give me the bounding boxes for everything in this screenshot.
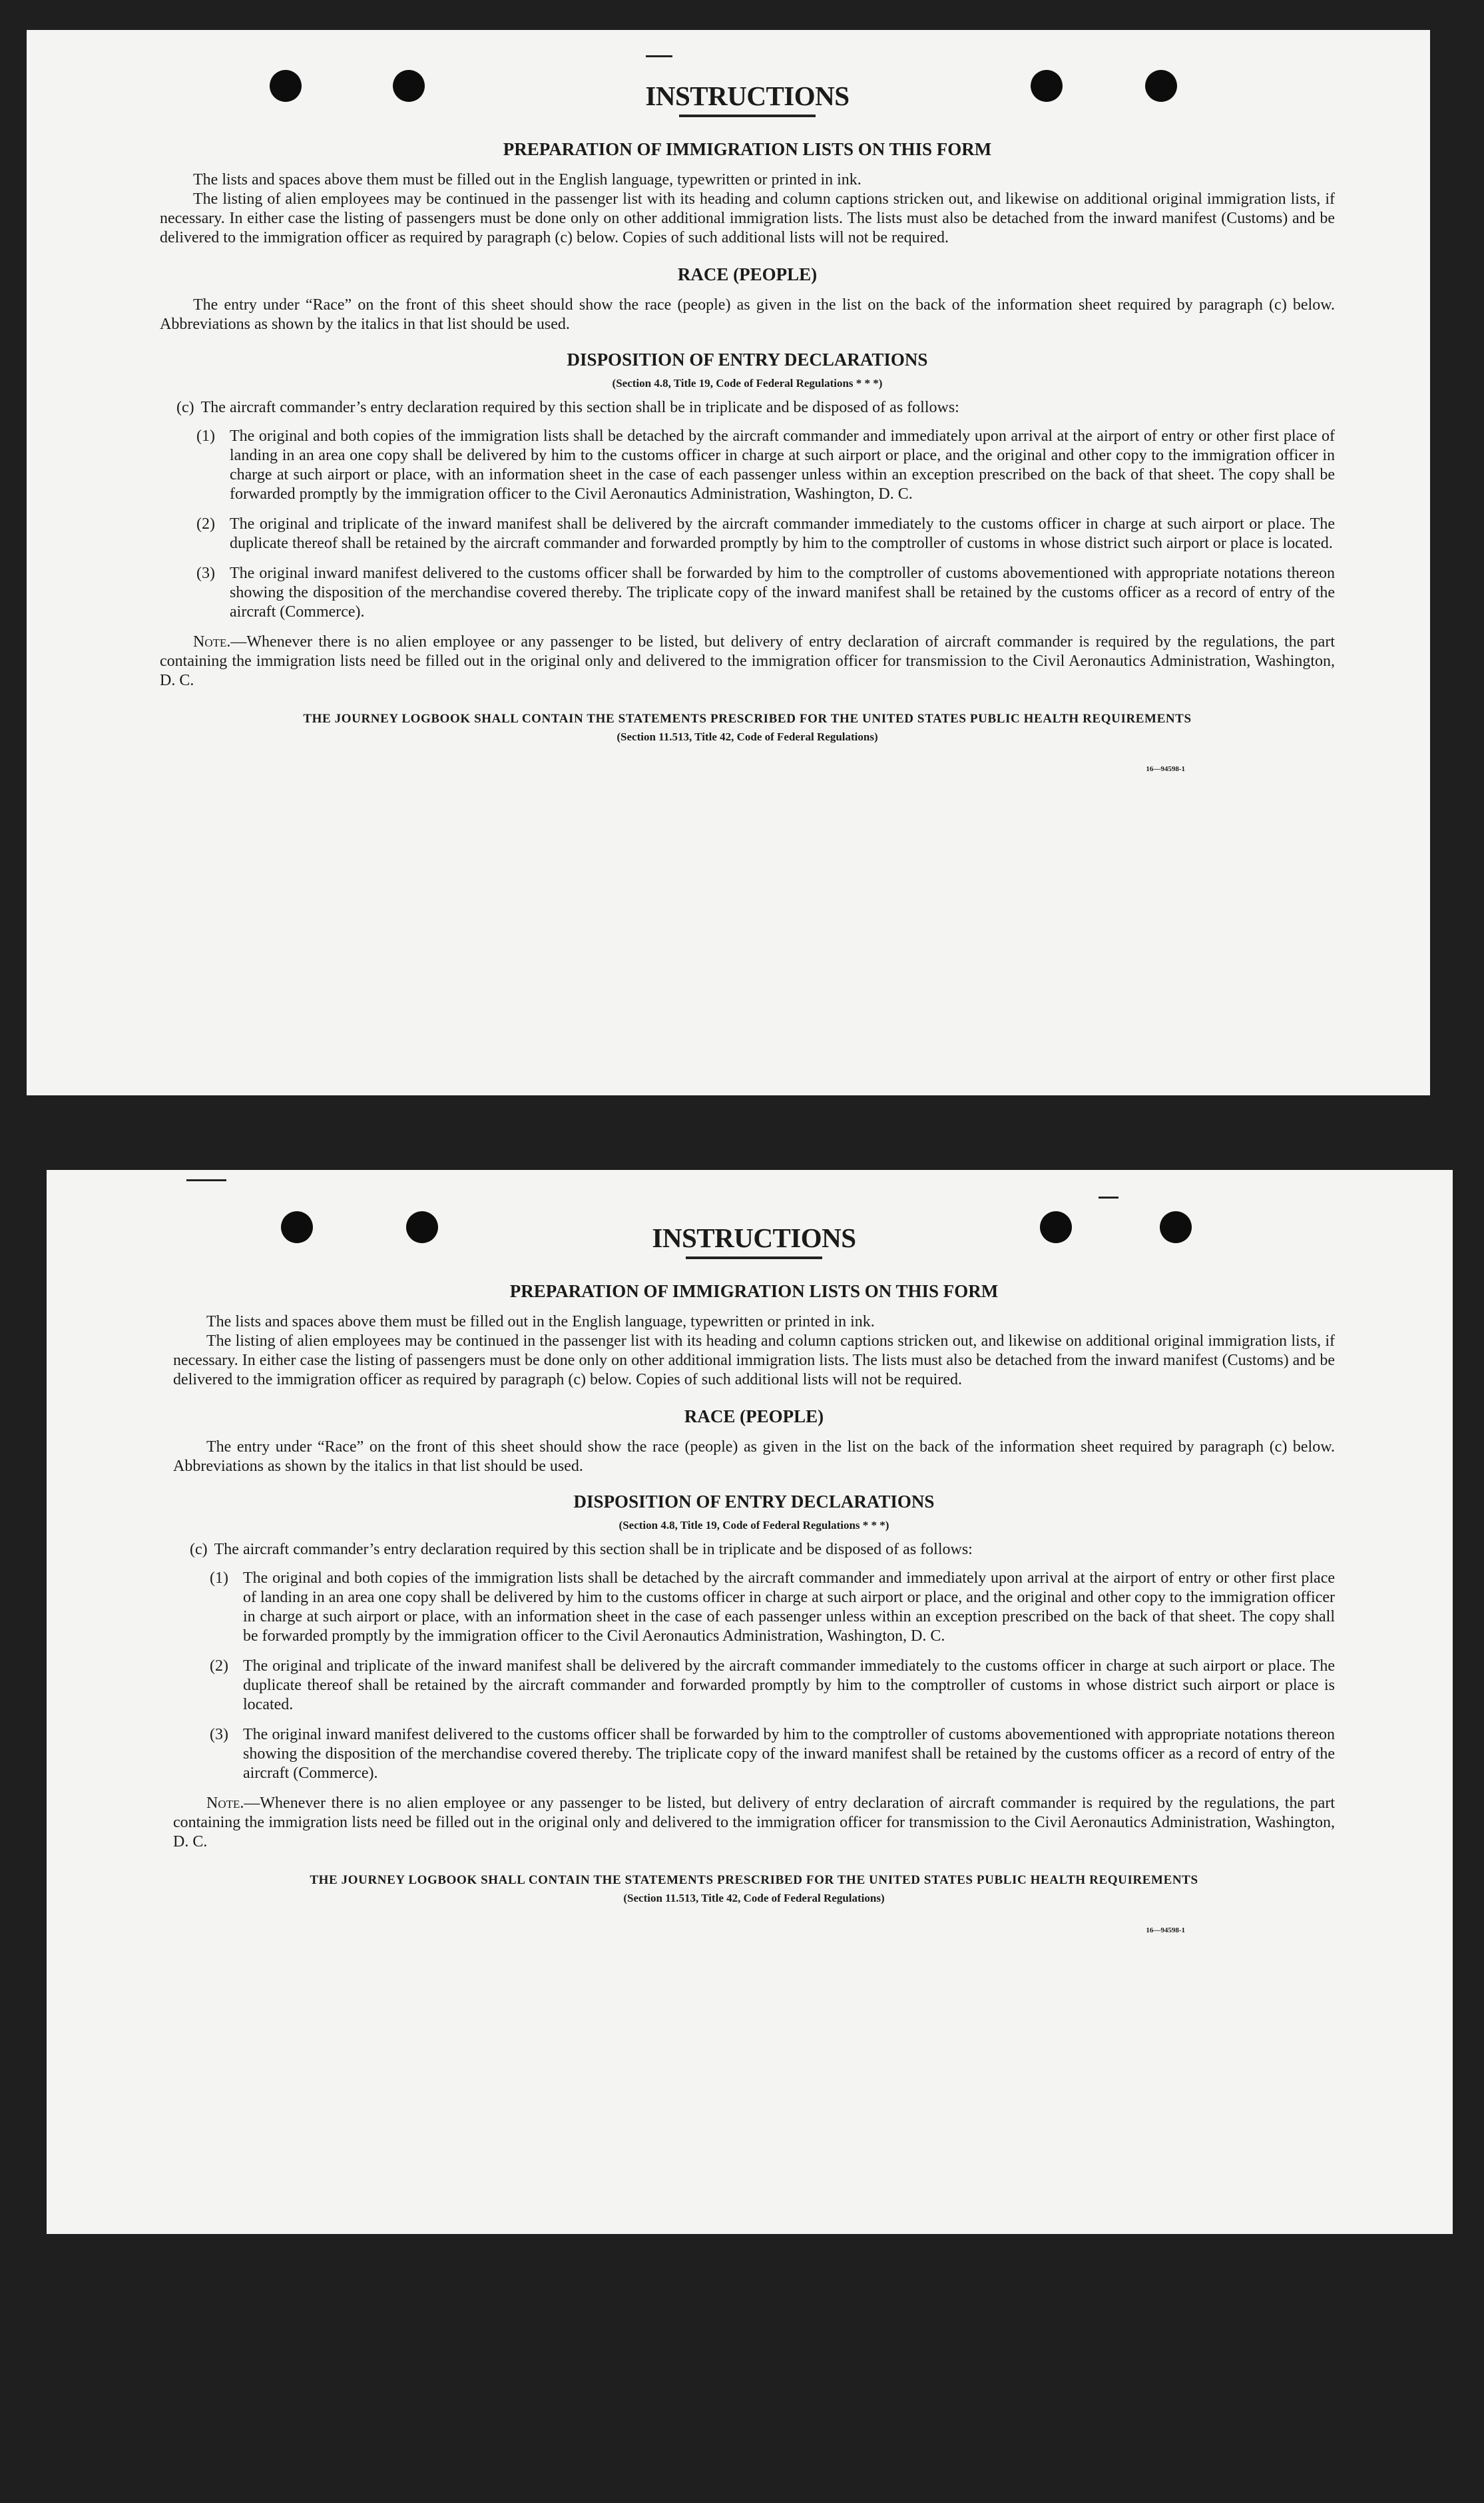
- note-label: Note.: [206, 1795, 244, 1812]
- scan-mark: [646, 55, 672, 57]
- page-title: INSTRUCTIONS: [652, 1223, 856, 1253]
- list-item: [160, 427, 1335, 504]
- item-number: (1): [196, 427, 215, 445]
- page-title: INSTRUCTIONS: [645, 81, 850, 111]
- form-number: 16—94598-1: [1146, 765, 1185, 773]
- note-paragraph: [173, 1794, 1335, 1852]
- list-item: [173, 1569, 1335, 1646]
- paragraph-c: [173, 1540, 1335, 1559]
- paragraph-alien-employees: The listing of alien employees may be continued in the passenger list with its heading and column captions stricken out, and likewise on additional original immigration lists, if necessary. In either case the listing of passengers must be done only on other additional immigration lists. The lists must also be detached from the inward manifest (Customs) and be delivered to the immigration officer as required by paragraph (c) below. Copies of such additional lists will not be required.: [160, 190, 1335, 246]
- item-number: (3): [196, 565, 215, 582]
- paragraph-c-label: (c): [176, 399, 194, 416]
- section-heading-disposition: DISPOSITION OF ENTRY DECLARATIONS: [567, 350, 928, 370]
- item-text: The original and triplicate of the inward manifest shall be delivered by the aircraft commander immediately to the customs officer in charge at such airport or place. The duplicate thereof shall be retained by the aircraft commander and forwarded promptly by him to the comptroller of customs in whose district such airport or place is located.: [230, 515, 1335, 552]
- item-text: The original inward manifest delivered to the customs officer shall be forwarded by him to the comptroller of customs abovementioned with appropriate notations thereon showing the disposition of the merchandise covered thereby. The triplicate copy of the inward manifest shall be retained by the customs officer as a record of entry of the aircraft (Commerce).: [243, 1726, 1335, 1782]
- section-heading-race: RACE (PEOPLE): [677, 264, 818, 284]
- section-heading-race: RACE (PEOPLE): [684, 1406, 824, 1426]
- paragraph-c-label: (c): [190, 1541, 208, 1558]
- list-item: [173, 1725, 1335, 1783]
- paragraph-race: The entry under “Race” on the front of this sheet should show the race (people) as given in the list on the back of the information sheet required by paragraph (c) below. Abbreviations as shown by the italics in that list should be used.: [173, 1438, 1335, 1475]
- item-number: (2): [196, 515, 215, 533]
- document-page-2: [47, 1170, 1453, 2234]
- item-text: The original inward manifest delivered to the customs officer shall be forwarded by him to the comptroller of customs abovementioned with appropriate notations thereon showing the disposition of the merchandise covered thereby. The triplicate copy of the inward manifest shall be retained by the customs officer as a record of entry of the aircraft (Commerce).: [230, 565, 1335, 621]
- section-heading-preparation: PREPARATION OF IMMIGRATION LISTS ON THIS FORM: [509, 1281, 999, 1301]
- journey-logbook-statement: THE JOURNEY LOGBOOK SHALL CONTAIN THE STATEMENTS PRESCRIBED FOR THE UNITED STATES PUBLIC HEALTH REQUIREMENTS: [303, 712, 1192, 726]
- note-text: —Whenever there is no alien employee or any passenger to be listed, but delivery of entry declaration of aircraft commander is required by the regulations, the part containing the immigration lists need be filled out in the original only and delivered to the immigration officer for transmission to the Civil Aeronautics Administration, Washington, D. C.: [160, 633, 1335, 689]
- form-number: 16—94598-1: [1146, 1926, 1185, 1934]
- item-text: The original and both copies of the immigration lists shall be detached by the aircraft commander and immediately upon arrival at the airport of entry or other first place of landing in an area one copy shall be delivered by him to the customs officer in charge at such airport or place, and the original and other copy to the immigration officer in charge at such airport or place, with an information sheet in the case of each passenger unless within an exception prescribed on the back of that sheet. The copy shall be forwarded promptly by the immigration officer to the Civil Aeronautics Administration, Washington, D. C.: [230, 427, 1335, 503]
- item-number: (1): [210, 1569, 228, 1587]
- scan-mark: [1099, 1197, 1118, 1199]
- title-underline: [679, 115, 816, 117]
- paragraph-c-text: The aircraft commander’s entry declaration required by this section shall be in triplicate and be disposed of as follows:: [214, 1541, 973, 1558]
- paragraph-c-text: The aircraft commander’s entry declaration required by this section shall be in triplicate and be disposed of as follows:: [200, 399, 959, 416]
- note-paragraph: [160, 633, 1335, 691]
- list-item: [160, 564, 1335, 622]
- section-heading-disposition: DISPOSITION OF ENTRY DECLARATIONS: [573, 1492, 935, 1512]
- section-citation: (Section 4.8, Title 19, Code of Federal Regulations * * *): [612, 377, 883, 390]
- document-page-1: [27, 30, 1430, 1095]
- list-item: [160, 515, 1335, 553]
- item-number: (3): [210, 1726, 228, 1743]
- title-underline: [686, 1256, 822, 1259]
- public-health-citation: (Section 11.513, Title 42, Code of Federal Regulations): [617, 730, 878, 743]
- paragraph-alien-employees: The listing of alien employees may be continued in the passenger list with its heading and column captions stricken out, and likewise on additional original immigration lists, if necessary. In either case the listing of passengers must be done only on other additional immigration lists. The lists must also be detached from the inward manifest (Customs) and be delivered to the immigration officer as required by paragraph (c) below. Copies of such additional lists will not be required.: [173, 1332, 1335, 1388]
- list-item: [173, 1657, 1335, 1715]
- item-number: (2): [210, 1657, 228, 1675]
- paragraph-race: The entry under “Race” on the front of this sheet should show the race (people) as given in the list on the back of the information sheet required by paragraph (c) below. Abbreviations as shown by the italics in that list should be used.: [160, 296, 1335, 333]
- paragraph-english-language: The lists and spaces above them must be filled out in the English language, typewritten or printed in ink.: [206, 1313, 875, 1330]
- section-heading-preparation: PREPARATION OF IMMIGRATION LISTS ON THIS FORM: [503, 139, 992, 159]
- section-citation: (Section 4.8, Title 19, Code of Federal Regulations * * *): [618, 1519, 889, 1531]
- instructions-content: [160, 80, 1335, 773]
- note-label: Note.: [193, 633, 231, 651]
- journey-logbook-statement: THE JOURNEY LOGBOOK SHALL CONTAIN THE STATEMENTS PRESCRIBED FOR THE UNITED STATES PUBLIC HEALTH REQUIREMENTS: [310, 1873, 1198, 1887]
- paragraph-c: [160, 398, 1335, 417]
- item-text: The original and both copies of the immigration lists shall be detached by the aircraft commander and immediately upon arrival at the airport of entry or other first place of landing in an area one copy shall be delivered by him to the customs officer in charge at such airport or place, and the original and other copy to the immigration officer in charge at such airport or place, with an information sheet in the case of each passenger unless within an exception prescribed on the back of that sheet. The copy shall be forwarded promptly by the immigration officer to the Civil Aeronautics Administration, Washington, D. C.: [243, 1569, 1335, 1645]
- item-text: The original and triplicate of the inward manifest shall be delivered by the aircraft commander immediately to the customs officer in charge at such airport or place. The duplicate thereof shall be retained by the aircraft commander and forwarded promptly by him to the comptroller of customs in whose district such airport or place is located.: [243, 1657, 1335, 1713]
- paragraph-english-language: The lists and spaces above them must be filled out in the English language, typewritten or printed in ink.: [193, 171, 862, 188]
- public-health-citation: (Section 11.513, Title 42, Code of Federal Regulations): [623, 1892, 885, 1904]
- note-text: —Whenever there is no alien employee or any passenger to be listed, but delivery of entry declaration of aircraft commander is required by the regulations, the part containing the immigration lists need be filled out in the original only and delivered to the immigration officer for transmission to the Civil Aeronautics Administration, Washington, D. C.: [173, 1795, 1335, 1850]
- instructions-content: [173, 1222, 1335, 1934]
- scan-mark: [186, 1179, 226, 1181]
